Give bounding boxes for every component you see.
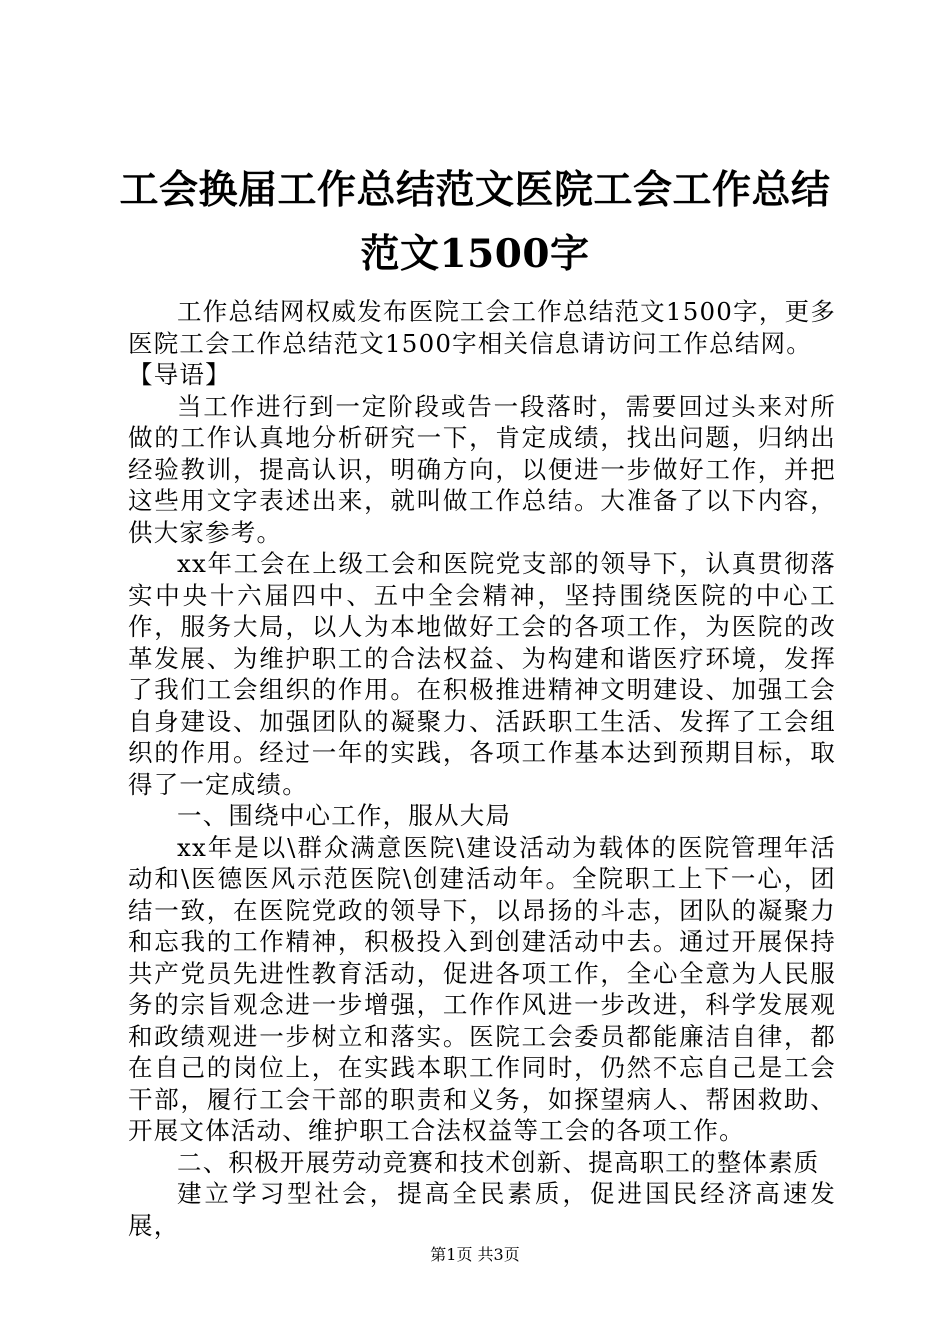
document-title: 工会换届工作总结范文医院工会工作总结范文1500字 [119, 167, 831, 277]
page-number: 第1页 共3页 [430, 1245, 520, 1264]
paragraph-lead-label: 【导语】 [128, 360, 231, 389]
paragraph-intro: 工作总结网权威发布医院工会工作总结范文1500字，更多医院工会工作总结范文1500字相关信息请访问工作总结网。 [128, 297, 836, 358]
section-heading-1: 一、围绕中心工作，服从大局 [177, 801, 512, 830]
paragraph-section-2: 建立学习型社会，提高全民素质，促进国民经济高速发展， [128, 1179, 836, 1240]
section-heading-2: 二、积极开展劳动竞赛和技术创新、提高职工的整体素质 [177, 1147, 820, 1177]
paragraph-overview: xx年工会在上级工会和医院党支部的领导下，认真贯彻落实中央十六届四中、五中全会精神，坚持围绕医院的中心工作，服务大局，以人为本地做好工会的各项工作，为医院的改革发展、为维护职工的合法权益、为构建和谐医疗环境，发挥了我们工会组织的作用。在积极推进精神文明建设、加强工会自身建设、加强团队的凝聚力、活跃职工生活、发挥了工会组织的作用。经过一年的实践，各项工作基本达到预期目标，取得了一定成绩。 [128, 549, 836, 799]
document-body [128, 296, 836, 1241]
paragraph-lead: 当工作进行到一定阶段或告一段落时，需要回过头来对所做的工作认真地分析研究一下，肯定成绩，找出问题，归纳出经验教训，提高认识，明确方向，以便进一步做好工作，并把这些用文字表述出来，就叫做工作总结。大准备了以下内容，供大家参考。 [128, 391, 836, 547]
paragraph-section-1: xx年是以\群众满意医院\建设活动为载体的医院管理年活动和\医德医风示范医院\创建活动年。全院职工上下一心，团结一致，在医院党政的领导下，以昂扬的斗志，团队的凝聚力和忘我的工作精神，积极投入到创建活动中去。通过开展保持共产党员先进性教育活动，促进各项工作，全心全意为人民服务的宗旨观念进一步增强，工作作风进一步改进，科学发展观和政绩观进一步树立和落实。医院工会委员都能廉洁自律，都在自己的岗位上，在实践本职工作同时，仍然不忘自己是工会干部，履行工会干部的职责和义务，如探望病人、帮困救助、开展文体活动、维护职工合法权益等工会的各项工作。 [128, 832, 836, 1145]
